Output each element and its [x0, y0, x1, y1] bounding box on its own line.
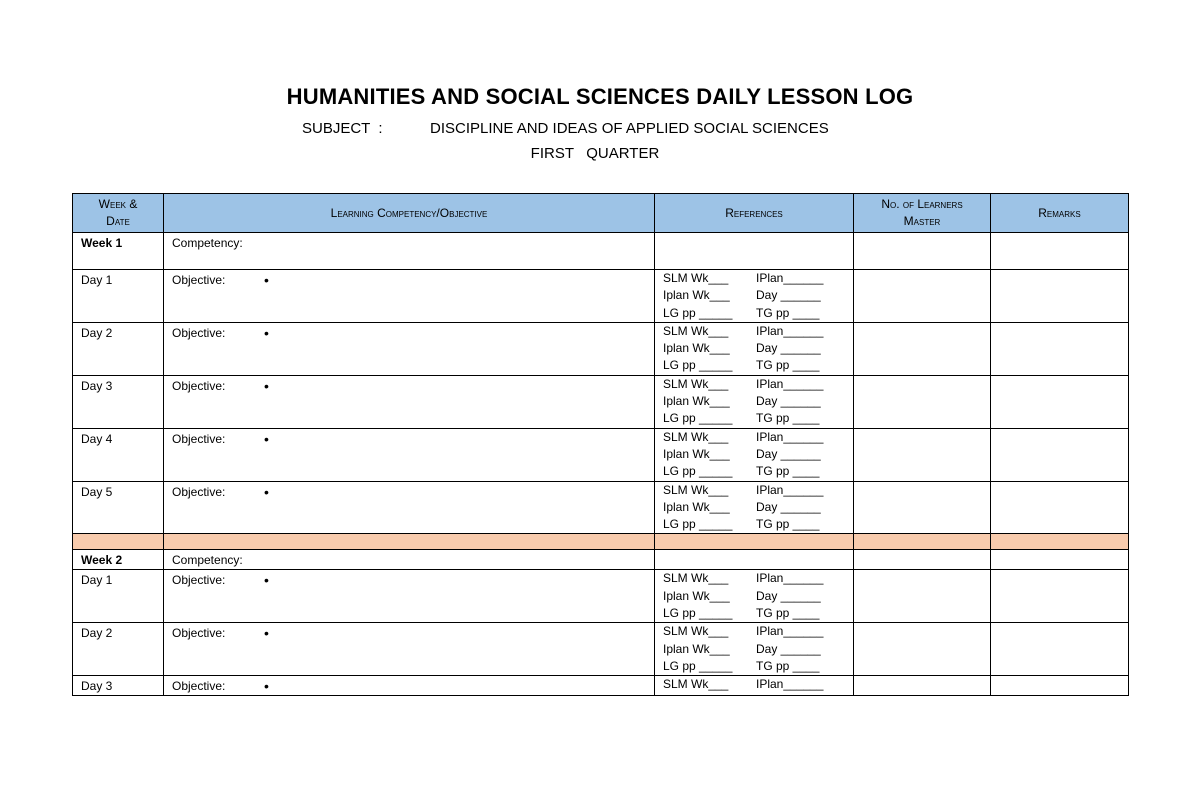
day-row	[73, 676, 1129, 696]
day-row	[73, 570, 1129, 623]
day-cell	[73, 322, 164, 375]
day-row	[73, 270, 1129, 323]
remarks-cell[interactable]	[991, 570, 1129, 623]
learners-cell[interactable]	[854, 623, 991, 676]
learners-cell[interactable]	[854, 550, 991, 570]
day-row	[73, 375, 1129, 428]
references-list: SLM Wk___ IPlan______ Iplan Wk___ Day ______ LG pp _____ TG pp ____	[663, 571, 824, 621]
day-label: Day 1	[81, 273, 113, 287]
lesson-log-table	[72, 193, 1129, 696]
remarks-cell[interactable]	[991, 322, 1129, 375]
week-separator-row	[73, 534, 1129, 550]
day-row	[73, 428, 1129, 481]
remarks-cell[interactable]	[991, 270, 1129, 323]
day-label: Day 2	[81, 325, 113, 340]
day-label: Day 2	[81, 626, 113, 641]
references-cell[interactable]	[655, 375, 854, 428]
header-remarks: Remarks	[991, 194, 1129, 233]
references-cell[interactable]	[655, 550, 854, 570]
page-title: HUMANITIES AND SOCIAL SCIENCES DAILY LESSON LOG	[286, 84, 914, 109]
references-list: SLM Wk___ IPlan______ Iplan Wk___ Day ______ LG pp _____ TG pp ____	[663, 271, 824, 320]
day-label: Day 3	[81, 378, 113, 393]
learners-cell[interactable]	[854, 322, 991, 375]
learners-cell[interactable]	[854, 375, 991, 428]
learners-cell[interactable]	[854, 676, 991, 696]
learners-cell[interactable]	[854, 233, 991, 270]
objective-cell[interactable]	[164, 375, 655, 428]
references-cell[interactable]	[655, 428, 854, 481]
references-cell[interactable]	[655, 481, 854, 534]
objective-label: Objective:	[172, 378, 226, 393]
week-row	[73, 550, 1129, 570]
day-row	[73, 322, 1129, 375]
remarks-cell[interactable]	[991, 481, 1129, 534]
header-references: References	[655, 194, 854, 233]
objective-cell[interactable]	[164, 570, 655, 623]
competency-cell[interactable]	[164, 233, 655, 270]
remarks-cell[interactable]	[991, 375, 1129, 428]
day-cell	[73, 676, 164, 696]
day-cell	[73, 375, 164, 428]
objective-cell[interactable]	[164, 322, 655, 375]
objective-label: Objective:	[172, 484, 226, 499]
week-label: Week 1	[81, 236, 123, 250]
competency-cell[interactable]	[164, 550, 655, 570]
header-learners-master: No. of Learners Master	[854, 194, 991, 233]
references-list: SLM Wk___ IPlan______	[663, 677, 824, 692]
bullet-point: •	[264, 483, 269, 500]
references-cell[interactable]	[655, 322, 854, 375]
objective-cell[interactable]	[164, 270, 655, 323]
week-cell	[73, 550, 164, 570]
week-label: Week 2	[81, 553, 123, 568]
objective-label: Objective:	[172, 273, 226, 287]
day-label: Day 3	[81, 679, 113, 694]
day-label: Day 4	[81, 431, 113, 446]
objective-label: Objective:	[172, 325, 226, 340]
bullet-point: •	[264, 272, 269, 288]
remarks-cell[interactable]	[991, 676, 1129, 696]
objective-cell[interactable]	[164, 481, 655, 534]
subject-line	[302, 120, 829, 137]
references-cell[interactable]	[655, 233, 854, 270]
bullet-point: •	[264, 625, 269, 642]
references-cell[interactable]	[655, 676, 854, 696]
day-row	[73, 623, 1129, 676]
competency-label: Competency:	[172, 553, 243, 568]
learners-cell[interactable]	[854, 481, 991, 534]
day-cell	[73, 270, 164, 323]
header-week-date: Week & Date	[73, 194, 164, 233]
objective-label: Objective:	[172, 431, 226, 446]
week-row	[73, 233, 1129, 270]
day-cell	[73, 428, 164, 481]
objective-cell[interactable]	[164, 676, 655, 696]
day-cell	[73, 570, 164, 623]
references-list: SLM Wk___ IPlan______ Iplan Wk___ Day ______ LG pp _____ TG pp ____	[663, 323, 824, 373]
bullet-point: •	[264, 572, 269, 589]
references-cell[interactable]	[655, 623, 854, 676]
competency-label: Competency:	[172, 236, 243, 250]
remarks-cell[interactable]	[991, 550, 1129, 570]
learners-cell[interactable]	[854, 270, 991, 323]
bullet-point: •	[264, 324, 269, 341]
references-list: SLM Wk___ IPlan______ Iplan Wk___ Day ______ LG pp _____ TG pp ____	[663, 624, 824, 673]
remarks-cell[interactable]	[991, 623, 1129, 676]
subject-label: SUBJECT :	[302, 120, 383, 137]
quarter-label: FIRST QUARTER	[530, 145, 660, 162]
header-competency: Learning Competency/Objective	[164, 194, 655, 233]
learners-cell[interactable]	[854, 570, 991, 623]
references-list: SLM Wk___ IPlan______ Iplan Wk___ Day ______ LG pp _____ TG pp ____	[663, 376, 824, 426]
references-cell[interactable]	[655, 570, 854, 623]
bullet-point: •	[264, 678, 269, 695]
objective-cell[interactable]	[164, 428, 655, 481]
bullet-point: •	[264, 377, 269, 394]
objective-label: Objective:	[172, 626, 226, 641]
day-label: Day 5	[81, 484, 113, 499]
references-list: SLM Wk___ IPlan______ Iplan Wk___ Day ______ LG pp _____ TG pp ____	[663, 429, 824, 479]
objective-cell[interactable]	[164, 623, 655, 676]
objective-label: Objective:	[172, 679, 226, 694]
objective-label: Objective:	[172, 573, 226, 588]
remarks-cell[interactable]	[991, 428, 1129, 481]
references-list: SLM Wk___ IPlan______ Iplan Wk___ Day ______ LG pp _____ TG pp ____	[663, 482, 824, 532]
day-cell	[73, 481, 164, 534]
remarks-cell[interactable]	[991, 233, 1129, 270]
day-label: Day 1	[81, 573, 113, 588]
subject-value: DISCIPLINE AND IDEAS OF APPLIED SOCIAL SCIENCES	[430, 120, 829, 137]
references-cell[interactable]	[655, 270, 854, 323]
day-cell	[73, 623, 164, 676]
header-row	[73, 194, 1129, 233]
week-cell	[73, 233, 164, 270]
day-row	[73, 481, 1129, 534]
learners-cell[interactable]	[854, 428, 991, 481]
bullet-point: •	[264, 430, 269, 447]
